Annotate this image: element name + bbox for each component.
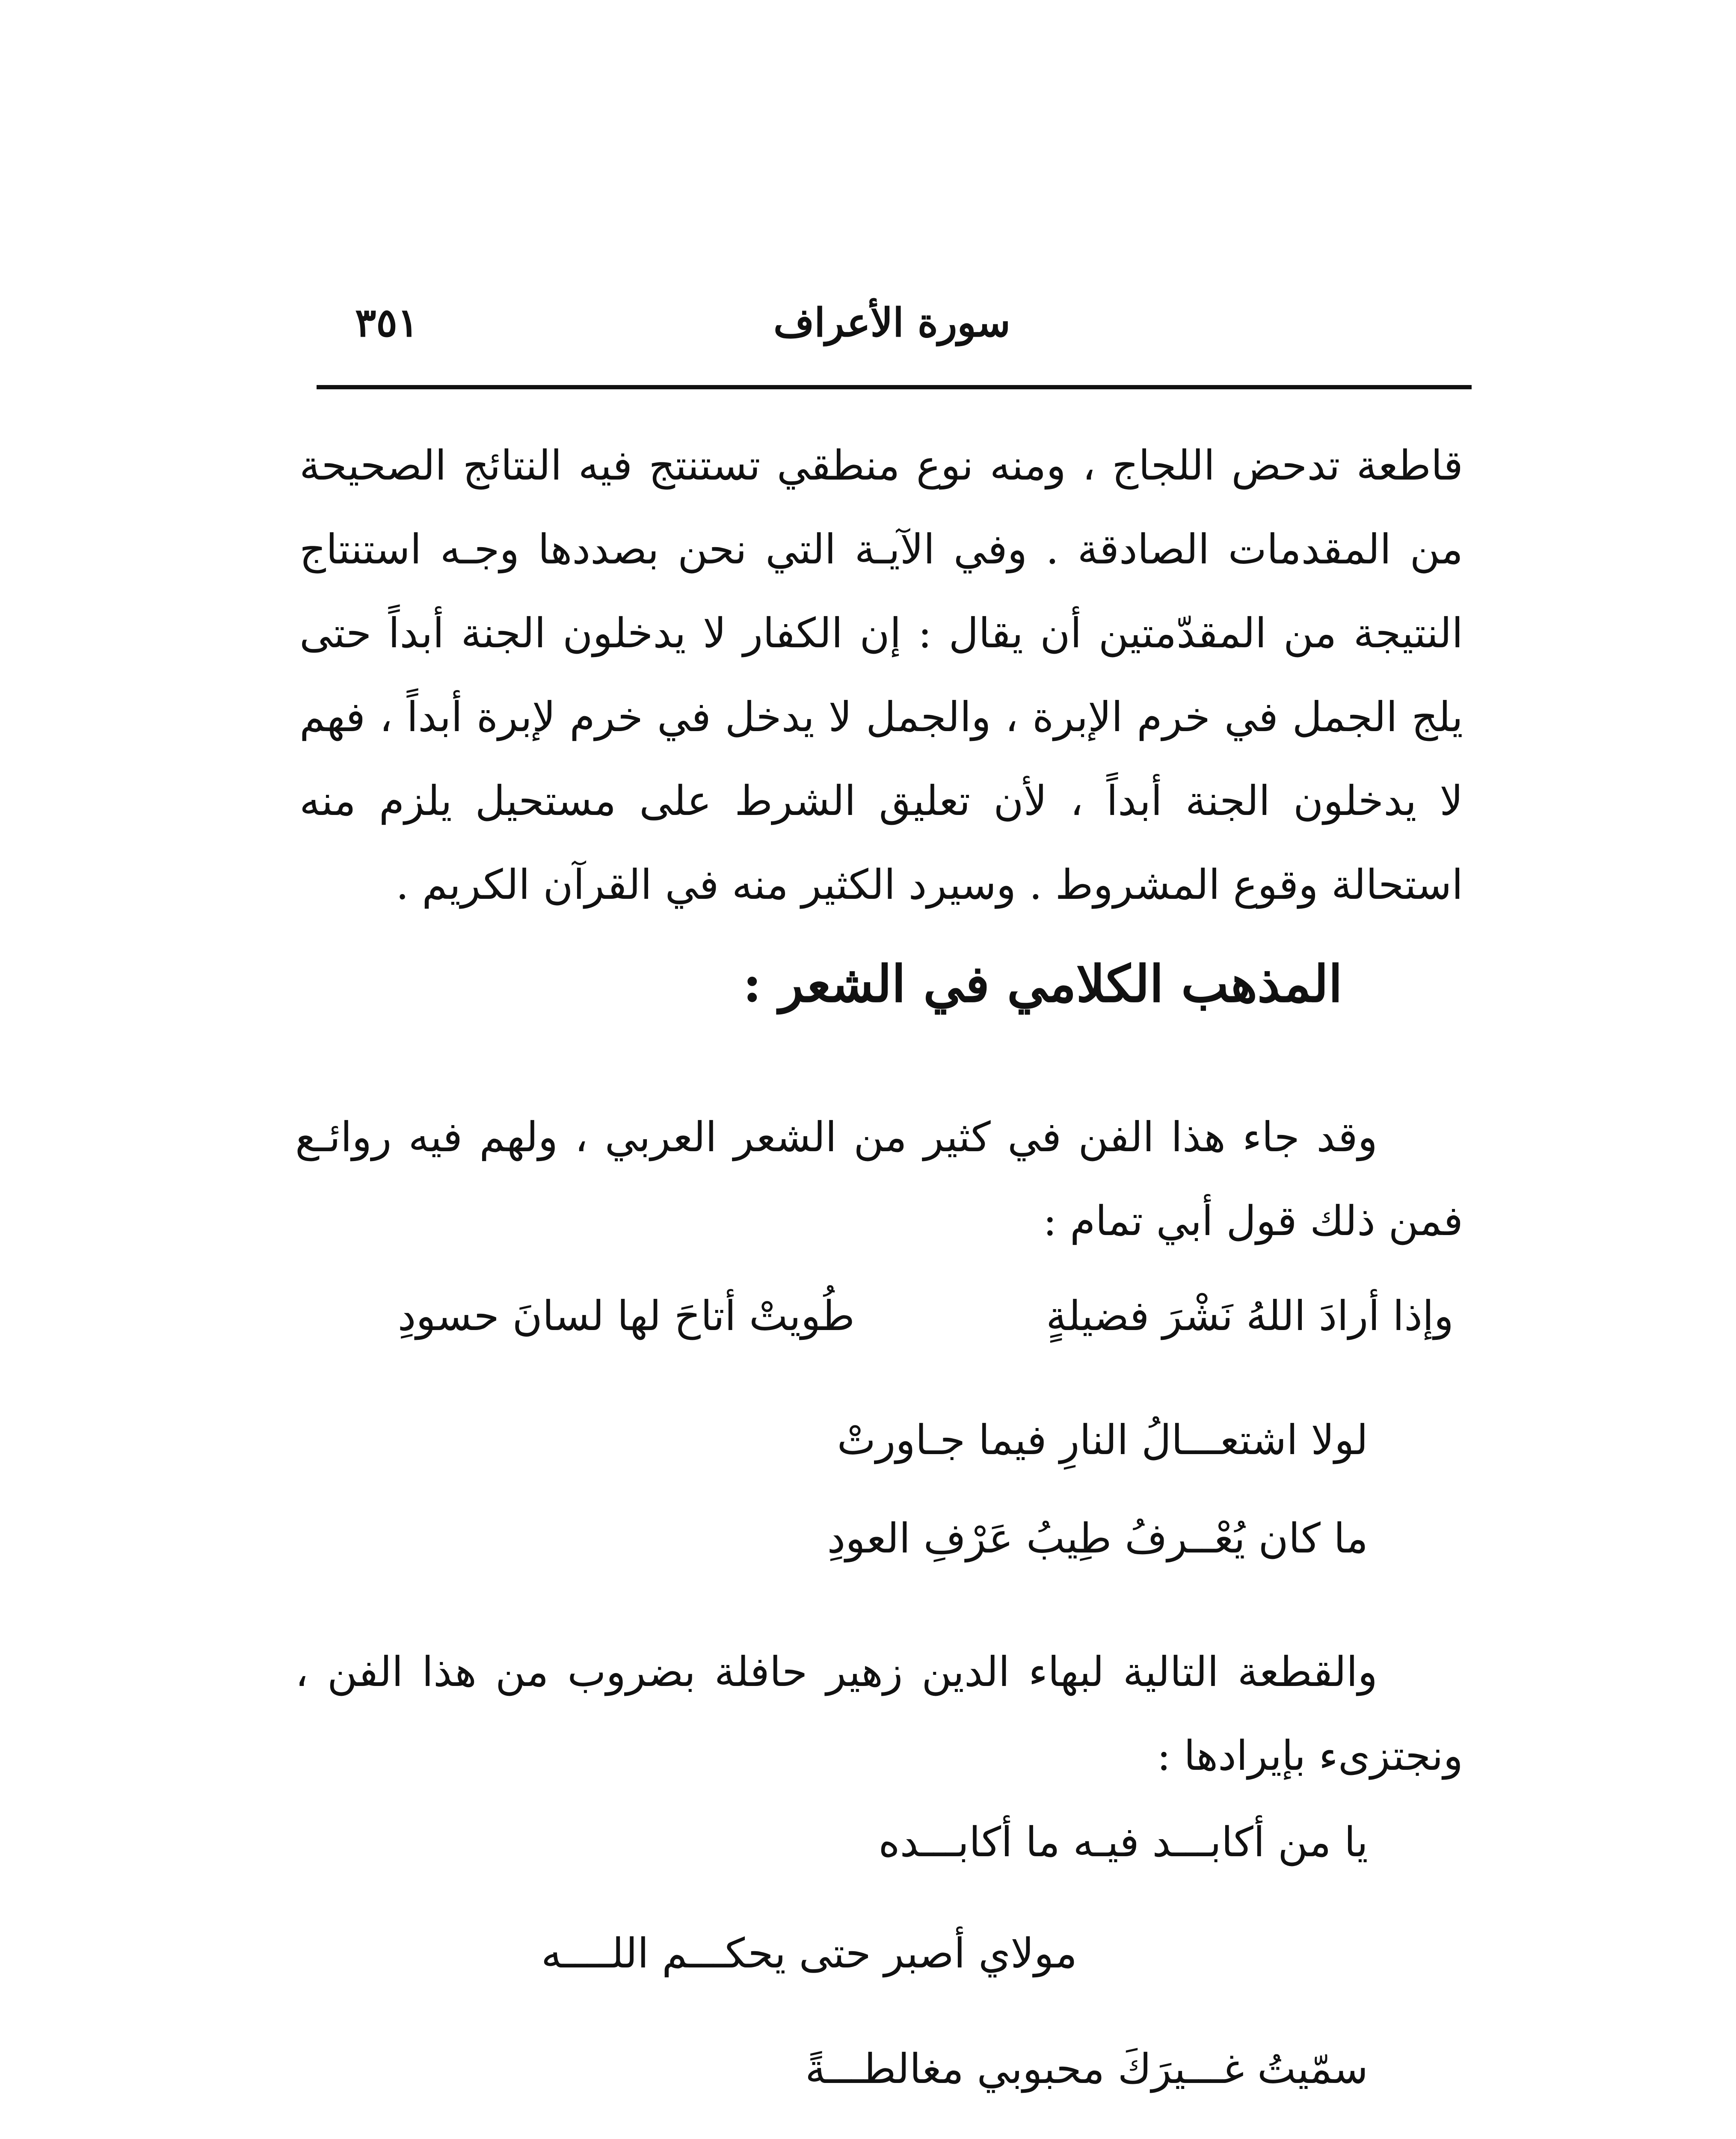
verse-hemistich-second: طُويتْ أتاحَ لها لسانَ حسودِ — [397, 1292, 855, 1340]
verse-abu-tammam-line-2: لولا اشتعـــالُ النارِ فيما جـاورتْ — [837, 1416, 1368, 1464]
header-rule — [317, 385, 1472, 389]
paragraph-3-text: والقطعة التالية لبهاء الدين زهير حافلة بضروب من هذا الفن ، ونجتزىء بإيرادها : — [295, 1648, 1463, 1780]
verse-zuhair-line-2: مولاي أصبر حتى يحكـــم اللــــه — [541, 1929, 1077, 1977]
chapter-title: سورة الأعراف — [773, 299, 1010, 346]
page-number: ٣٥١ — [355, 299, 419, 346]
verse-zuhair-line-1: يا من أكابـــد فيـه ما أكابـــده — [878, 1818, 1368, 1866]
paragraph-3 — [295, 1630, 1463, 1798]
paragraph-2-text: وقد جاء هذا الفن في كثير من الشعر العربي ، ولهم فيه روائـع فمن ذلك قول أبي تمام : — [295, 1113, 1463, 1245]
page-header — [325, 295, 1459, 376]
verse-hemistich-first: وإذا أرادَ اللهُ نَشْرَ فضيلةٍ — [1046, 1292, 1454, 1340]
paragraph-1: قاطعة تدحض اللجاج ، ومنه نوع منطقي تستنتج فيه النتائج الصحيحة من المقدمات الصادقة . وفي الآيـة التي نحن بصددها وجـه استنتاج النتيجة من المقدّمتين أن يقال : إن الكفار لا يدخلون الجنة أبداً حتى يلج الجمل في خرم الإبرة ، والجمل لا يدخل في خرم لإبرة أبداً ، فهم لا يدخلون الجنة أبداً ، لأن تعليق الشرط على مستحيل يلزم منه استحالة وقوع المشروط . وسيرد الكثير منه في القرآن الكريم . — [299, 441, 1463, 909]
paragraph-2 — [295, 1095, 1463, 1263]
verse-zuhair-line-3: سمّيتُ غـــيرَكَ محبوبي مغالطـــةً — [805, 2045, 1368, 2093]
section-heading: المذهب الكلامي في الشعر : — [743, 954, 1342, 1013]
verse-abu-tammam-line-3: ما كان يُعْــرفُ طِيبُ عَرْفِ العودِ — [827, 1514, 1368, 1562]
